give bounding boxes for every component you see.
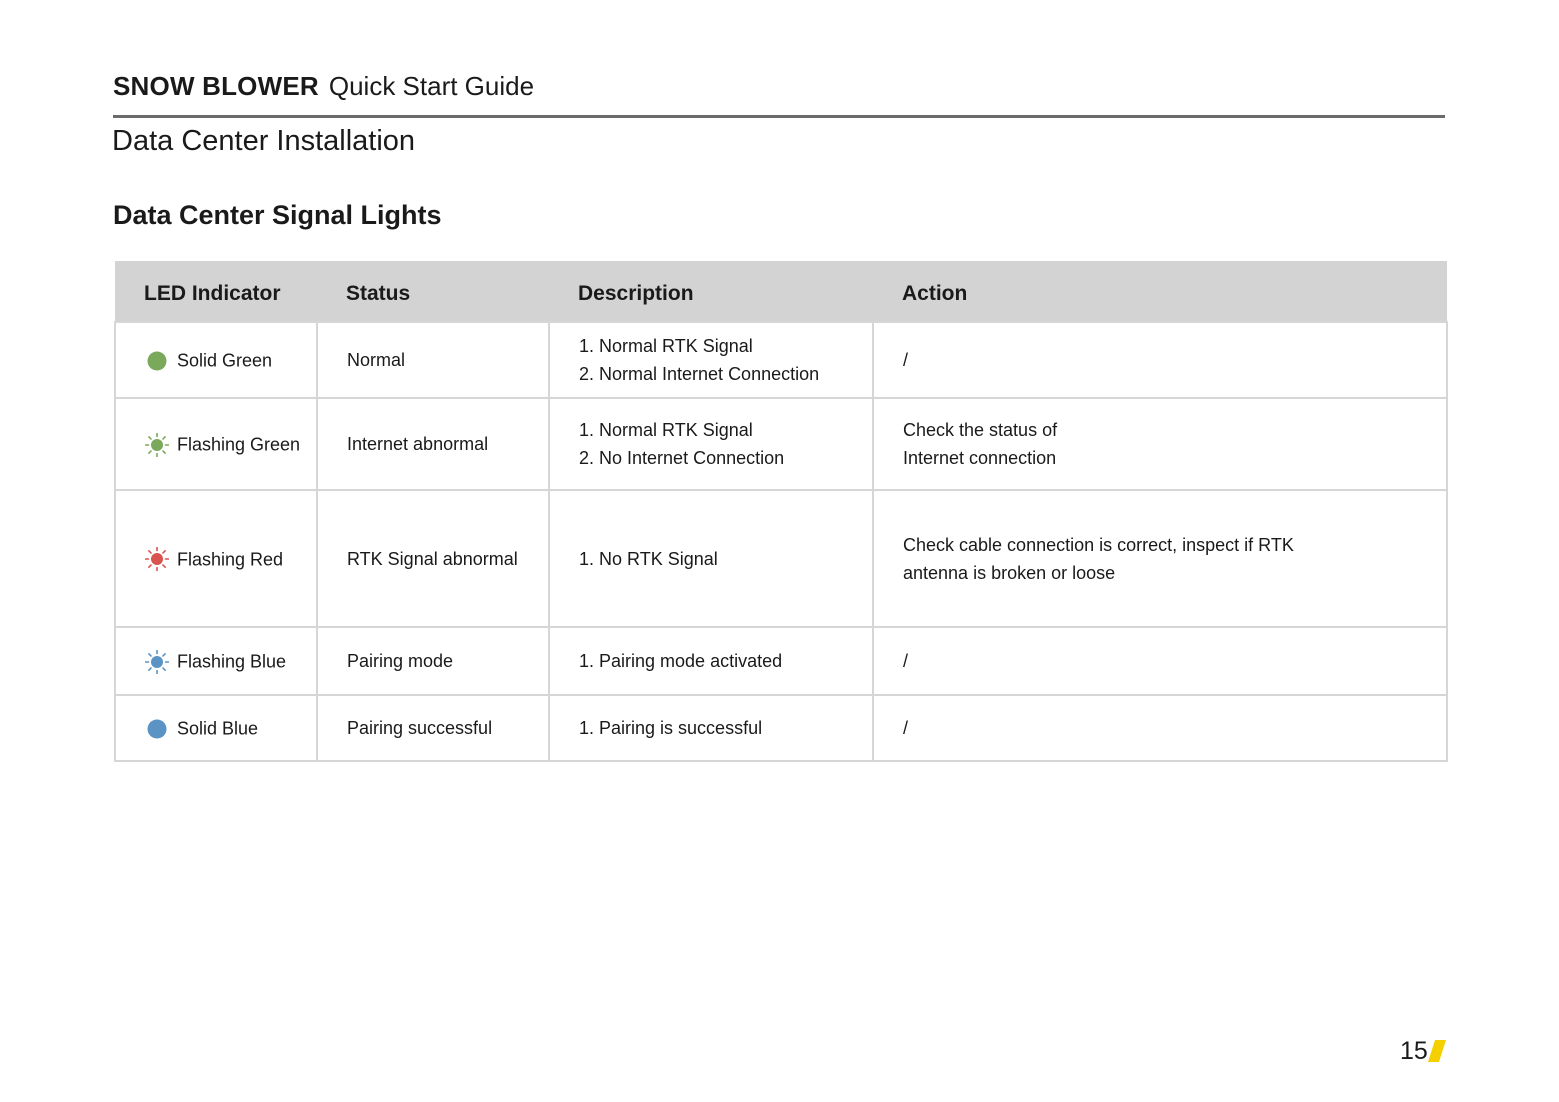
guide-title: Quick Start Guide xyxy=(328,71,535,101)
action-line: Check cable connection is correct, inspect if RTK xyxy=(903,534,1294,555)
table-row xyxy=(115,627,1447,695)
action-cell xyxy=(873,695,1447,761)
action-line: antenna is broken or loose xyxy=(903,562,1116,583)
action-cell xyxy=(873,490,1447,627)
document-header xyxy=(113,70,534,102)
header-divider xyxy=(113,115,1445,118)
action-cell xyxy=(873,627,1447,695)
section-title: Data Center Installation xyxy=(112,125,416,157)
description-cell xyxy=(549,490,873,627)
description-line: 2. Normal Internet Connection xyxy=(579,364,820,384)
led-label: Flashing Blue xyxy=(177,651,287,672)
led-label: Flashing Green xyxy=(177,434,301,455)
column-header-action: Action xyxy=(873,261,1447,322)
led-label: Solid Green xyxy=(177,350,273,371)
led-label: Solid Blue xyxy=(177,718,259,739)
description-line: 2. No Internet Connection xyxy=(579,448,785,468)
product-name: SNOW BLOWER xyxy=(113,71,319,101)
action-line: Check the status of xyxy=(903,420,1058,440)
description-cell xyxy=(549,627,873,695)
led-indicator-cell xyxy=(115,695,317,761)
solid-green-led-icon xyxy=(145,349,169,373)
solid-blue-led-icon xyxy=(145,717,169,741)
flashing-red-led-icon xyxy=(145,547,169,571)
led-indicator-cell xyxy=(115,322,317,398)
signal-lights-table xyxy=(114,261,1448,762)
table-header-row xyxy=(115,261,1447,322)
action-line: / xyxy=(903,718,909,738)
led-label: Flashing Red xyxy=(177,549,284,570)
status-cell: Pairing successful xyxy=(317,695,549,761)
status-cell: Pairing mode xyxy=(317,627,549,695)
action-line: Internet connection xyxy=(903,448,1057,468)
status-cell: Internet abnormal xyxy=(317,398,549,490)
description-line: 1. No RTK Signal xyxy=(579,548,718,569)
description-cell xyxy=(549,322,873,398)
table-row xyxy=(115,322,1447,398)
column-header-description: Description xyxy=(549,261,873,322)
description-line: 1. Normal RTK Signal xyxy=(579,420,753,440)
led-indicator-cell xyxy=(115,398,317,490)
column-header-status: Status xyxy=(317,261,549,322)
action-line: / xyxy=(903,651,909,671)
flashing-blue-led-icon xyxy=(145,650,169,674)
led-indicator-cell xyxy=(115,490,317,627)
subsection-title: Data Center Signal Lights xyxy=(113,200,442,230)
action-cell xyxy=(873,398,1447,490)
page-number: 15 xyxy=(1400,1037,1428,1065)
description-line: 1. Normal RTK Signal xyxy=(579,336,753,356)
page-accent-mark xyxy=(1428,1040,1446,1067)
description-line: 1. Pairing mode activated xyxy=(579,651,783,671)
description-cell xyxy=(549,398,873,490)
column-header-led-indicator: LED Indicator xyxy=(115,261,317,322)
description-cell xyxy=(549,695,873,761)
status-cell: RTK Signal abnormal xyxy=(317,490,549,627)
action-cell xyxy=(873,322,1447,398)
led-indicator-cell xyxy=(115,627,317,695)
status-cell: Normal xyxy=(317,322,549,398)
table-row xyxy=(115,490,1447,627)
flashing-green-led-icon xyxy=(145,433,169,457)
action-line: / xyxy=(903,350,909,370)
description-line: 1. Pairing is successful xyxy=(579,718,763,738)
table-row xyxy=(115,398,1447,490)
table-row xyxy=(115,695,1447,761)
